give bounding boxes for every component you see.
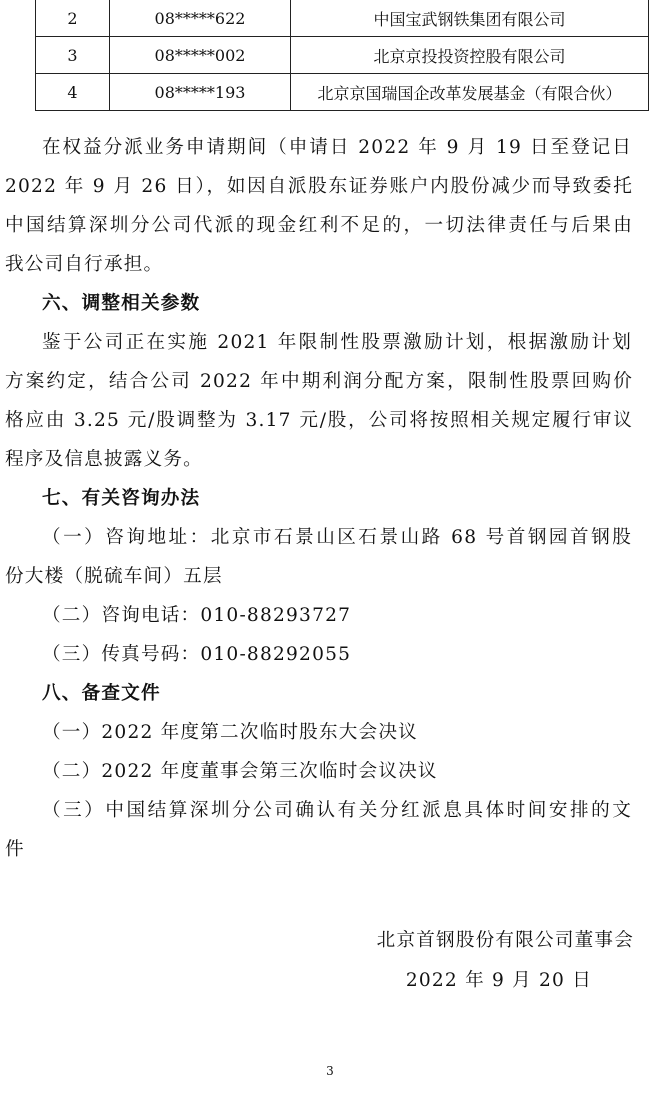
table-cell-account: 08*****002 [110,37,291,74]
table-cell-name: 北京京国瑞国企改革发展基金（有限合伙） [291,74,649,111]
table-cell-name: 北京京投投资控股有限公司 [291,37,649,74]
table-cell-no: 4 [36,74,110,111]
reference-doc-item-cont: 件 [5,839,25,860]
reference-doc-item: （二）2022 年度董事会第三次临时会议决议 [42,761,438,782]
reference-doc-item: （三）中国结算深圳分公司确认有关分红派息具体时间安排的文 [42,800,632,821]
paragraph-line: 鉴于公司正在实施 2021 年限制性股票激励计划，根据激励计划 [42,332,632,353]
contact-address: （一）咨询地址：北京市石景山区石景山路 68 号首钢园首钢股 [42,527,632,548]
section-heading: 七、有关咨询办法 [42,488,201,509]
table-cell-account: 08*****193 [110,74,291,111]
table-cell-no: 3 [36,37,110,74]
contact-address-cont: 份大楼（脱硫车间）五层 [5,566,223,587]
paragraph-line: 在权益分派业务申请期间（申请日 2022 年 9 月 19 日至登记日 [42,137,632,158]
reference-doc-item: （一）2022 年度第二次临时股东大会决议 [42,722,418,743]
section-heading: 八、备查文件 [42,683,161,704]
page-number: 3 [326,1064,334,1078]
paragraph-line: 程序及信息披露义务。 [5,449,203,470]
signature-company: 北京首钢股份有限公司董事会 [376,930,634,951]
paragraph-line: 中国结算深圳分公司代派的现金红利不足的，一切法律责任与后果由 [5,215,633,236]
paragraph-line: 2022 年 9 月 26 日），如因自派股东证券账户内股份减少而导致委托 [5,176,633,197]
paragraph-line: 方案约定，结合公司 2022 年中期利润分配方案，限制性股票回购价 [5,371,633,392]
contact-fax: （三）传真号码：010-88292055 [42,644,352,665]
section-heading: 六、调整相关参数 [42,293,201,314]
paragraph-line: 格应由 3.25 元/股调整为 3.17 元/股，公司将按照相关规定履行审议 [5,410,633,431]
signature-date: 2022 年 9 月 20 日 [405,970,592,991]
paragraph-line: 我公司自行承担。 [5,254,164,275]
table-cell-no: 2 [36,0,110,37]
table-cell-name: 中国宝武钢铁集团有限公司 [291,0,649,37]
table-cell-account: 08*****622 [110,0,291,37]
contact-phone: （二）咨询电话：010-88293727 [42,605,352,626]
